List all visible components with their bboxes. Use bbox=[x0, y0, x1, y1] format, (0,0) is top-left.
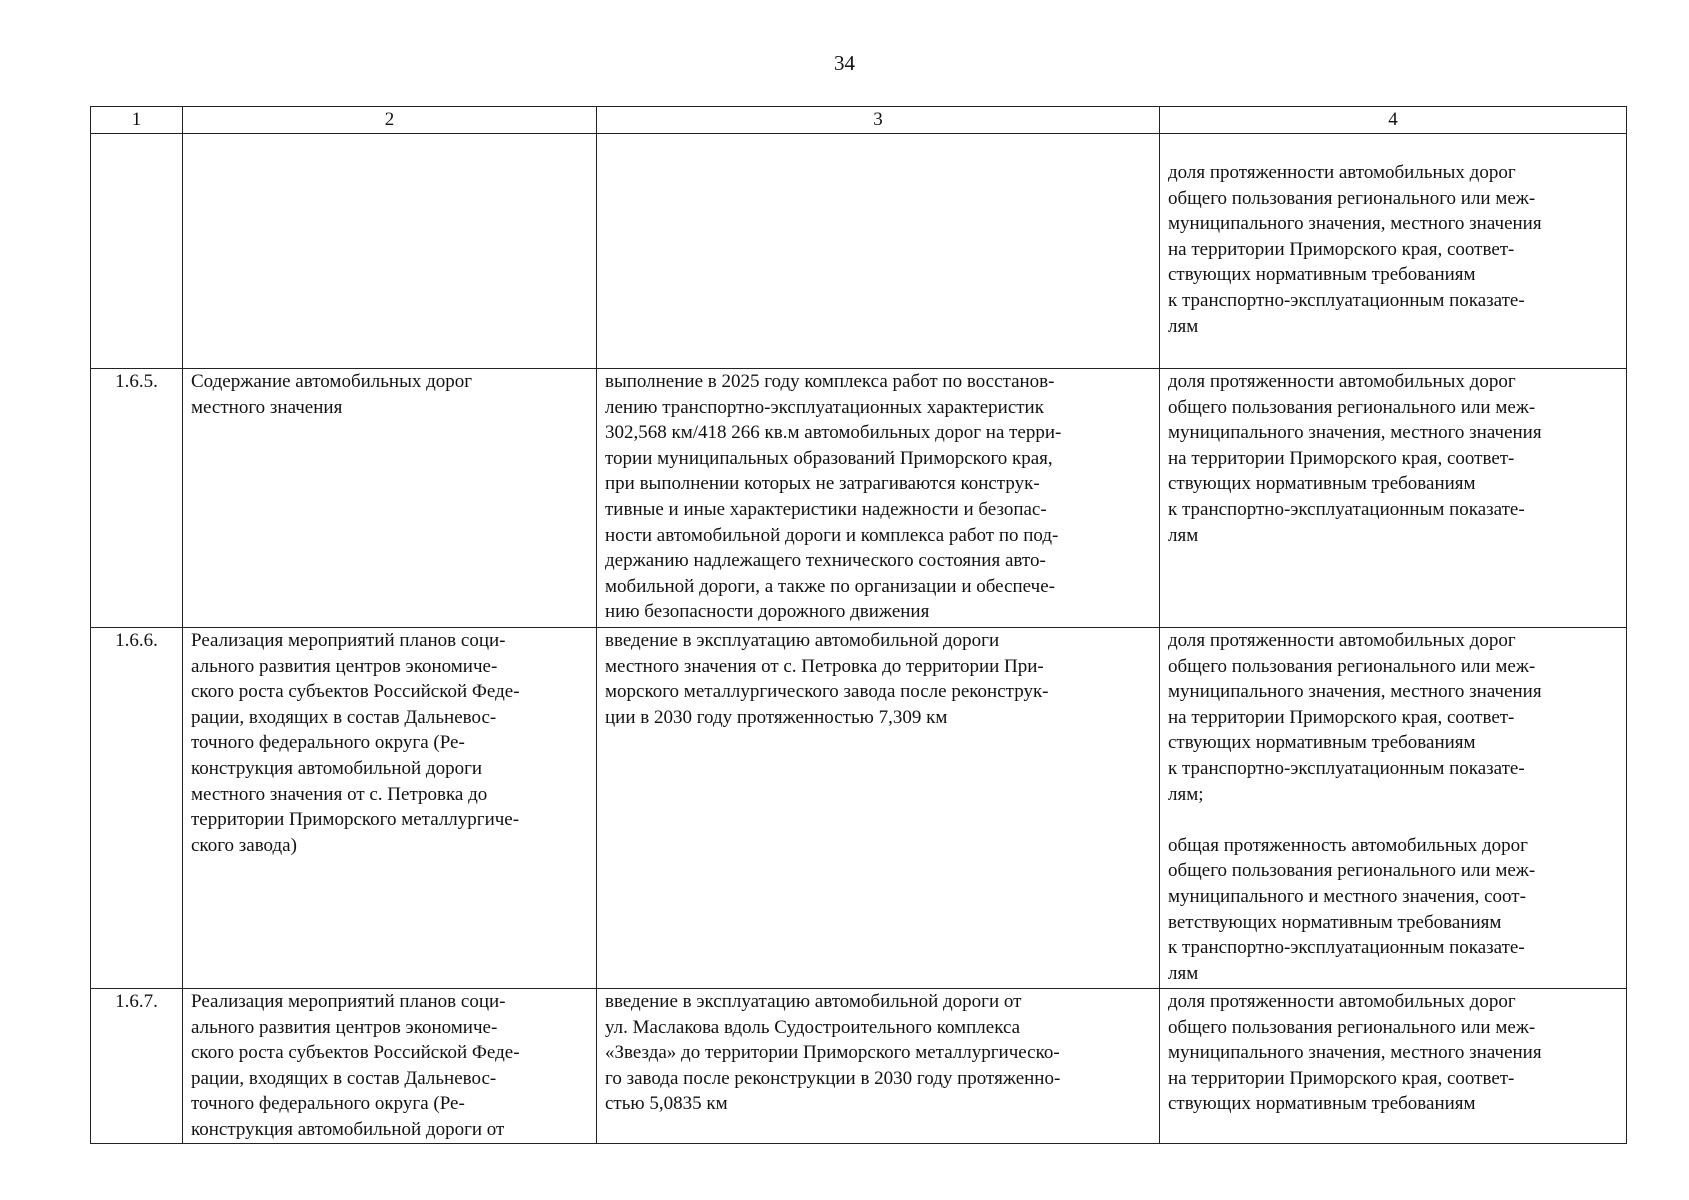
indicator-text: доля протяженности автомобильных дорог общего пользования регионального или меж- муниципального значения, местного значения на территории Приморского края, соответ- ствующих нормативным требованиям bbox=[1168, 991, 1542, 1115]
measure-name: Реализация мероприятий планов соци- ального развития центров экономиче- ского роста субъектов Российской Феде- рации, входящих в состав Дальневос- точного федерального округа (Ре- конструкция автомобильной дороги местного значения от с. Петровка до территории Приморского металлургиче- ского завода) bbox=[183, 628, 597, 989]
indicator-cell bbox=[1160, 134, 1627, 369]
table-row bbox=[91, 989, 1627, 1144]
indicator-text: доля протяженности автомобильных дорог общего пользования регионального или меж- муниципального значения, местного значения на территории Приморского края, соответ- ствующих нормативным требованиям к транспортно-эксплуатационным показате- лям bbox=[1168, 371, 1542, 546]
header-col-3: 3 bbox=[597, 107, 1160, 134]
row-number: 1.6.7. bbox=[91, 989, 183, 1144]
table-header-row bbox=[91, 107, 1627, 134]
indicator-cell bbox=[1160, 628, 1627, 989]
measure-name bbox=[183, 134, 597, 369]
row-number: 1.6.5. bbox=[91, 369, 183, 628]
header-col-2: 2 bbox=[183, 107, 597, 134]
measure-result: введение в эксплуатацию автомобильной дороги от ул. Маслакова вдоль Судостроительного комплекса «Звезда» до территории Приморского металлургическо- го завода после реконструкции в 2030 году протяженно- стью 5,0835 км bbox=[597, 989, 1160, 1144]
table-row bbox=[91, 628, 1627, 989]
indicator-text: общая протяженность автомобильных дорог общего пользования регионального или меж- муниципального и местного значения, соот- ветствующих нормативным требованиям к транспортно-эксплуатационным показате- лям bbox=[1168, 834, 1536, 984]
measure-result: выполнение в 2025 году комплекса работ по восстанов- лению транспортно-эксплуатационных характеристик 302,568 км/418 266 кв.м автомобильных дорог на терри- тории муниципальных образований Приморского края, при выполнении которых не затрагиваются конструк- тивные и иные характеристики надежности и безопас- ности автомобильной дороги и комплекса работ по под- держанию надлежащего технического состояния авто- мобильной дороги, а также по организации и обеспече- нию безопасности дорожного движения bbox=[597, 369, 1160, 628]
indicator-cell bbox=[1160, 989, 1627, 1144]
indicator-cell bbox=[1160, 369, 1627, 628]
row-number bbox=[91, 134, 183, 369]
measure-result bbox=[597, 134, 1160, 369]
indicator-text: доля протяженности автомобильных дорог общего пользования регионального или меж- муниципального значения, местного значения на территории Приморского края, соответ- ствующих нормативным требованиям к транспортно-эксплуатационным показате- лям bbox=[1168, 162, 1542, 337]
table-row bbox=[91, 369, 1627, 628]
measure-name: Реализация мероприятий планов соци- ального развития центров экономиче- ского роста субъектов Российской Феде- рации, входящих в состав Дальневос- точного федерального округа (Ре- конструкция автомобильной дороги от bbox=[183, 989, 597, 1144]
indicator-text: доля протяженности автомобильных дорог общего пользования регионального или меж- муниципального значения, местного значения на территории Приморского края, соответ- ствующих нормативным требованиям к транспортно-эксплуатационным показате- лям; bbox=[1168, 630, 1542, 805]
measure-name: Содержание автомобильных дорог местного значения bbox=[183, 369, 597, 628]
measure-result: введение в эксплуатацию автомобильной дороги местного значения от с. Петровка до территории При- морского металлургического завода после реконструк- ции в 2030 году протяженностью 7,309 км bbox=[597, 628, 1160, 989]
header-col-1: 1 bbox=[91, 107, 183, 134]
table-row bbox=[91, 134, 1627, 369]
header-col-4: 4 bbox=[1160, 107, 1627, 134]
row-number: 1.6.6. bbox=[91, 628, 183, 989]
page-number: 34 bbox=[834, 51, 855, 75]
program-table bbox=[90, 106, 1627, 1144]
